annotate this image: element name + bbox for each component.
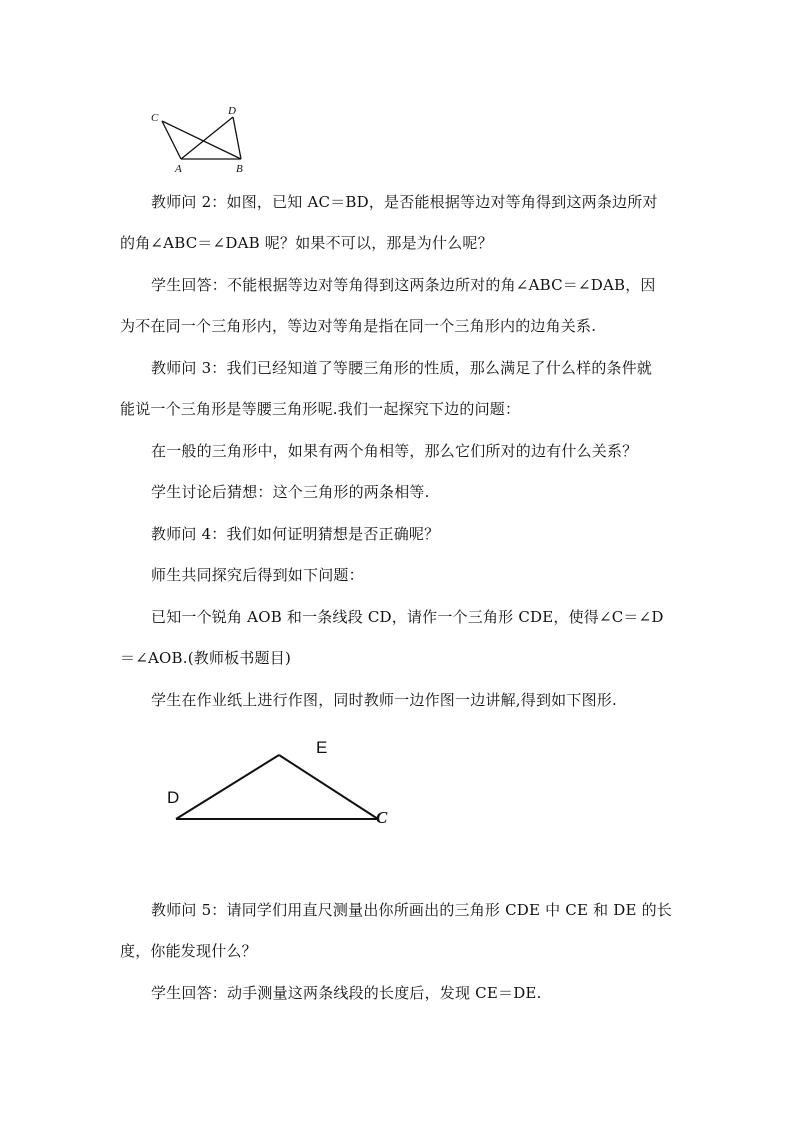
label-d: D [228, 105, 236, 117]
paragraph-student-guess: 学生讨论后猜想：这个三角形的两条相等. [151, 483, 430, 501]
paragraph-teacher-q5-line1: 教师问 5：请同学们用直尺测量出你所画出的三角形 CDE 中 CE 和 DE 的长 [151, 901, 672, 919]
segment-db [233, 117, 241, 159]
paragraph-problem-line2: ＝∠AOB.(教师板书题目) [120, 649, 291, 667]
label-b: B [236, 163, 243, 175]
label-e: E [316, 738, 328, 757]
segment-de [176, 755, 279, 819]
paragraph-teacher-q3-line2: 能说一个三角形是等腰三角形呢.我们一起探究下边的问题： [120, 400, 521, 418]
segment-ec [279, 755, 378, 819]
paragraph-question: 在一般的三角形中，如果有两个角相等，那么它们所对的边有什么关系？ [151, 442, 638, 460]
paragraph-teacher-q2-line2: 的角∠ABC＝∠DAB 呢？如果不可以，那是为什么呢？ [120, 234, 493, 252]
paragraph-problem-line1: 已知一个锐角 AOB 和一条线段 CD，请作一个三角形 CDE，使得∠C＝∠D [151, 608, 664, 626]
paragraph-student-answer2: 学生回答：动手测量这两条线段的长度后，发现 CE＝DE. [151, 984, 542, 1002]
paragraph-joint-exploration: 师生共同探究后得到如下问题： [151, 566, 364, 584]
label-d2: D [167, 788, 180, 807]
label-c2: C [376, 808, 388, 827]
segment-cb [162, 121, 241, 159]
paragraph-student-answer1-line2: 为不在同一个三角形内，等边对等角是指在同一个三角形内的边角关系. [120, 317, 597, 335]
paragraph-teacher-q2-line1: 教师问 2：如图，已知 AC＝BD，是否能根据等边对等角得到这两条边所对 [151, 193, 658, 211]
label-c: C [151, 112, 159, 124]
paragraph-teacher-q3-line1: 教师问 3：我们已经知道了等腰三角形的性质，那么满足了什么样的条件就 [151, 359, 653, 377]
paragraph-student-answer1-line1: 学生回答：不能根据等边对等角得到这两条边所对的角∠ABC＝∠DAB，因 [151, 276, 656, 294]
paragraph-teacher-q5-line2: 度，你能发现什么？ [120, 942, 257, 960]
segment-ca [162, 121, 181, 159]
label-a: A [175, 163, 182, 175]
paragraph-drawing-activity: 学生在作业纸上进行作图，同时教师一边作图一边讲解,得到如下图形. [151, 691, 617, 709]
segment-ad [181, 117, 233, 159]
paragraph-teacher-q4: 教师问 4：我们如何证明猜想是否正确呢？ [151, 525, 440, 543]
